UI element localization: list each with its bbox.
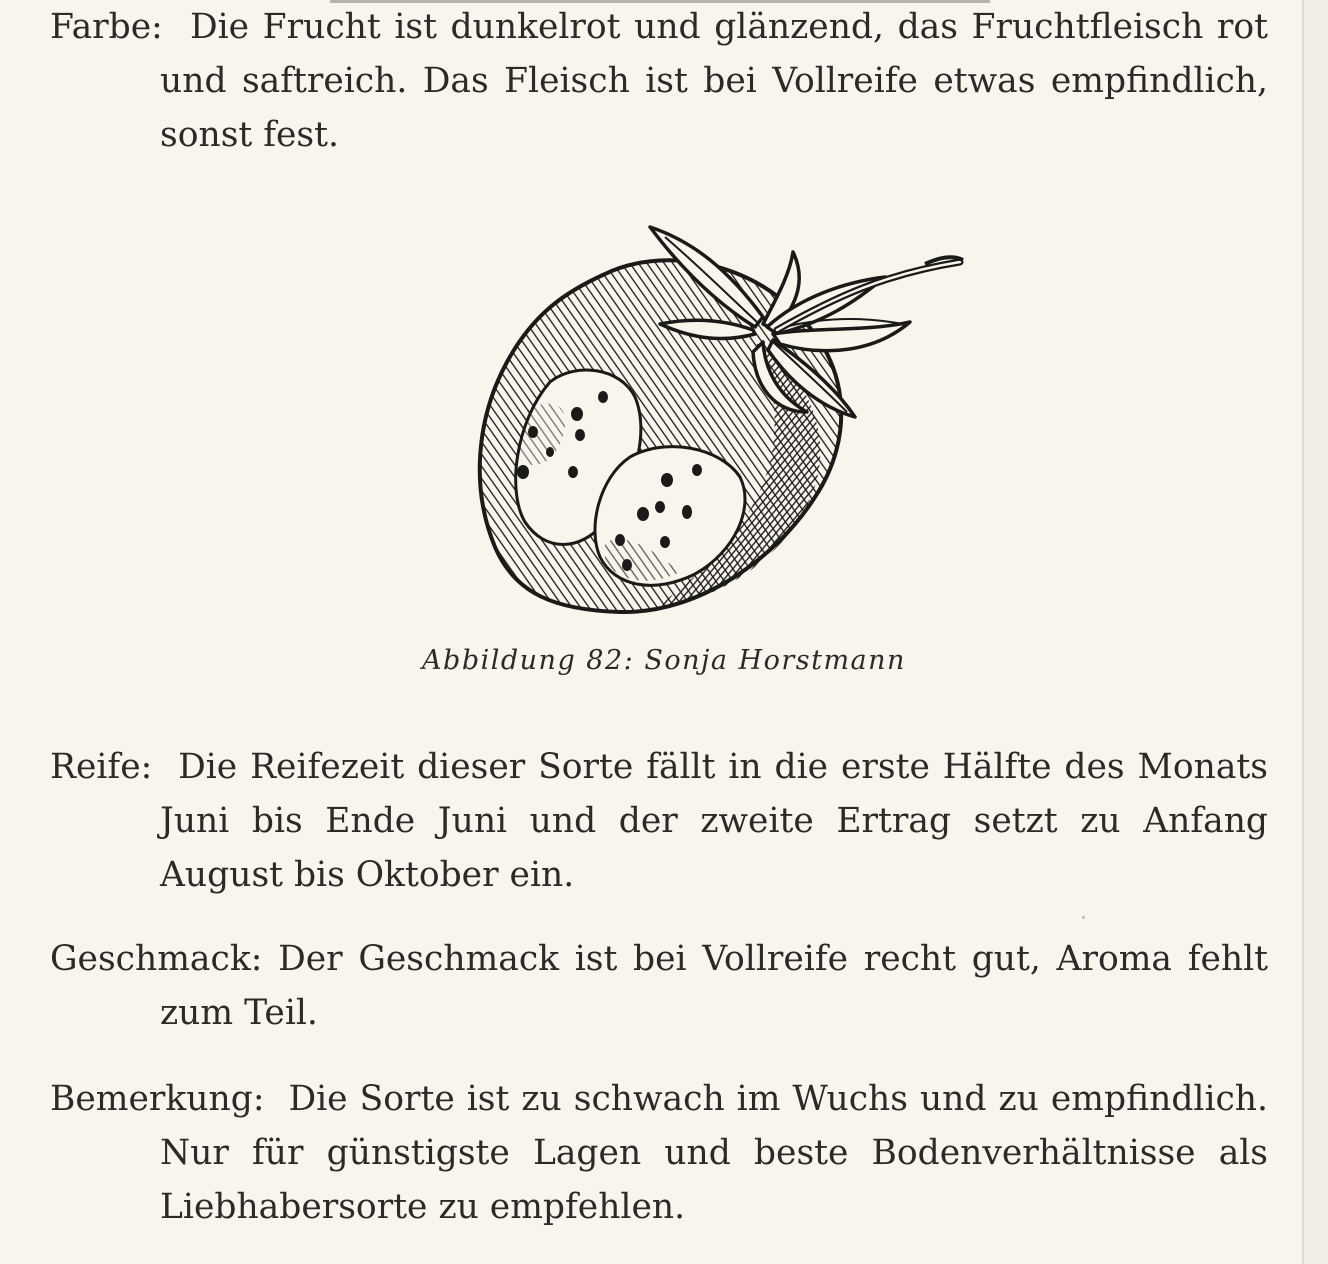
entry-term-farbe: Farbe: [50, 7, 163, 47]
entry-text-geschmack: Der Geschmack ist bei Vollreife recht gut, Aroma fehlt zum Teil. [160, 939, 1268, 1033]
entry-term-bemerkung: Bemerkung: [50, 1079, 265, 1119]
entry-text-bemerkung: Die Sorte ist zu schwach im Wuchs und zu empfindlich. Nur für günstigste Lagen und beste Bodenverhältnisse als Liebhabersorte zu empfehlen. [160, 1079, 1268, 1227]
strawberry-illustration-icon [455, 222, 975, 622]
entry-farbe [50, 0, 1268, 162]
entry-term-reife: Reife: [50, 747, 153, 787]
figure-caption: Abbildung 82: Sonja Horstmann [422, 645, 906, 676]
entry-geschmack [50, 932, 1268, 1040]
entry-text-reife: Die Reifezeit dieser Sorte fällt in die erste Hälfte des Monats Juni bis Ende Juni und der zweite Ertrag setzt zu Anfang August bis Oktober ein. [160, 747, 1268, 895]
paper-speck [1082, 916, 1085, 919]
entry-reife [50, 740, 1268, 902]
entry-bemerkung [50, 1072, 1268, 1234]
entry-term-geschmack: Geschmack: [50, 939, 263, 979]
entry-text-farbe: Die Frucht ist dunkelrot und glänzend, das Fruchtfleisch rot und saftreich. Das Fleisch ist bei Vollreife etwas empfindlich, sonst fest. [160, 7, 1268, 155]
